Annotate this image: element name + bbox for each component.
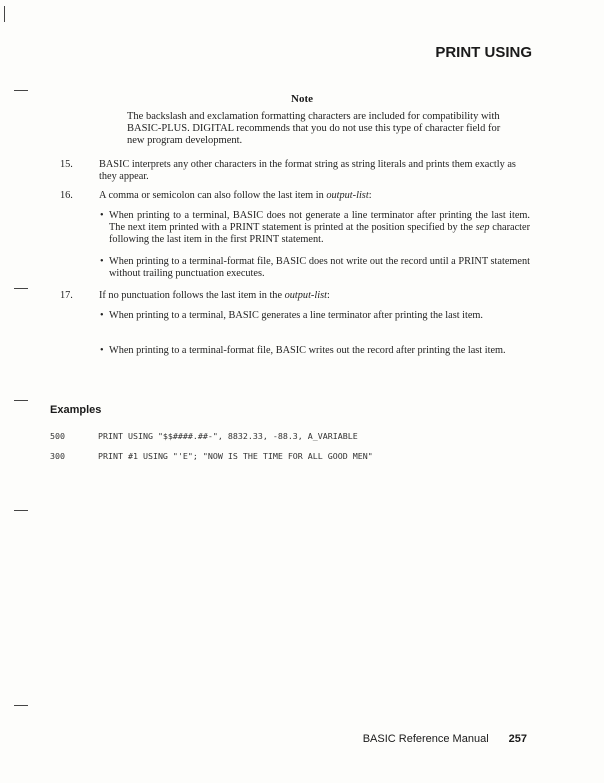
- bullet-item: [100, 210, 530, 246]
- bullet-item: [100, 256, 530, 280]
- code-line: [50, 451, 373, 461]
- manual-title: BASIC Reference Manual: [362, 733, 489, 745]
- item-number: 16.: [60, 190, 73, 201]
- italic-term: sep: [475, 222, 490, 233]
- item-text: If no punctuation follows the last item in the output-list:: [99, 290, 330, 301]
- code-line-number: 500: [50, 431, 65, 441]
- examples-heading: Examples: [50, 404, 102, 416]
- bullet-text: When printing to a terminal, BASIC does not generate a line terminator after printing the last item. The next item printed with a PRINT statement is printed at the position specified by the sep character following the last item in the first PRINT statement.: [109, 210, 530, 245]
- item-number: 15.: [60, 159, 73, 170]
- scan-edge-mark: [14, 288, 28, 289]
- scan-edge-mark: [14, 510, 28, 511]
- list-item-15: [60, 159, 532, 183]
- bullet-dot-icon: •: [100, 256, 104, 267]
- italic-term: output-list: [284, 290, 327, 301]
- code-statement: PRINT USING "$$####.##-", 8832.33, -88.3, A_VARIABLE: [98, 431, 358, 441]
- code-line: [50, 431, 358, 441]
- bullet-item: [100, 310, 530, 322]
- bullet-dot-icon: •: [100, 310, 104, 321]
- list-item-16: [60, 190, 532, 202]
- italic-term: output-list: [326, 190, 369, 201]
- scan-edge-mark: [4, 6, 5, 22]
- item-text: BASIC interprets any other characters in the format string as string literals and prints them exactly as they appear.: [99, 159, 516, 182]
- list-item-17: [60, 290, 532, 302]
- item-number: 17.: [60, 290, 73, 301]
- bullet-dot-icon: •: [100, 345, 104, 356]
- page-footer: [363, 733, 527, 745]
- note-heading: Note: [291, 93, 313, 105]
- code-line-number: 300: [50, 451, 65, 461]
- item-text: A comma or semicolon can also follow the last item in output-list:: [99, 190, 372, 201]
- bullet-text: When printing to a terminal, BASIC generates a line terminator after printing the last item.: [109, 310, 484, 321]
- note-text: The backslash and exclamation formatting characters are included for compatibility with BASIC-PLUS. DIGITAL recommends that you do not use this type of character field for new program development.: [127, 111, 501, 146]
- bullet-dot-icon: •: [100, 210, 104, 221]
- page-title: PRINT USING: [435, 44, 532, 61]
- code-statement: PRINT #1 USING "'E"; "NOW IS THE TIME FOR ALL GOOD MEN": [98, 451, 373, 461]
- bullet-text: When printing to a terminal-format file, BASIC does not write out the record until a PRINT statement without trailing punctuation executes.: [109, 256, 530, 279]
- bullet-item: [100, 345, 530, 357]
- scan-edge-mark: [14, 400, 28, 401]
- bullet-text: When printing to a terminal-format file, BASIC writes out the record after printing the last item.: [109, 345, 506, 356]
- page-number: 257: [508, 733, 527, 745]
- scan-edge-mark: [14, 705, 28, 706]
- scan-edge-mark: [14, 90, 28, 91]
